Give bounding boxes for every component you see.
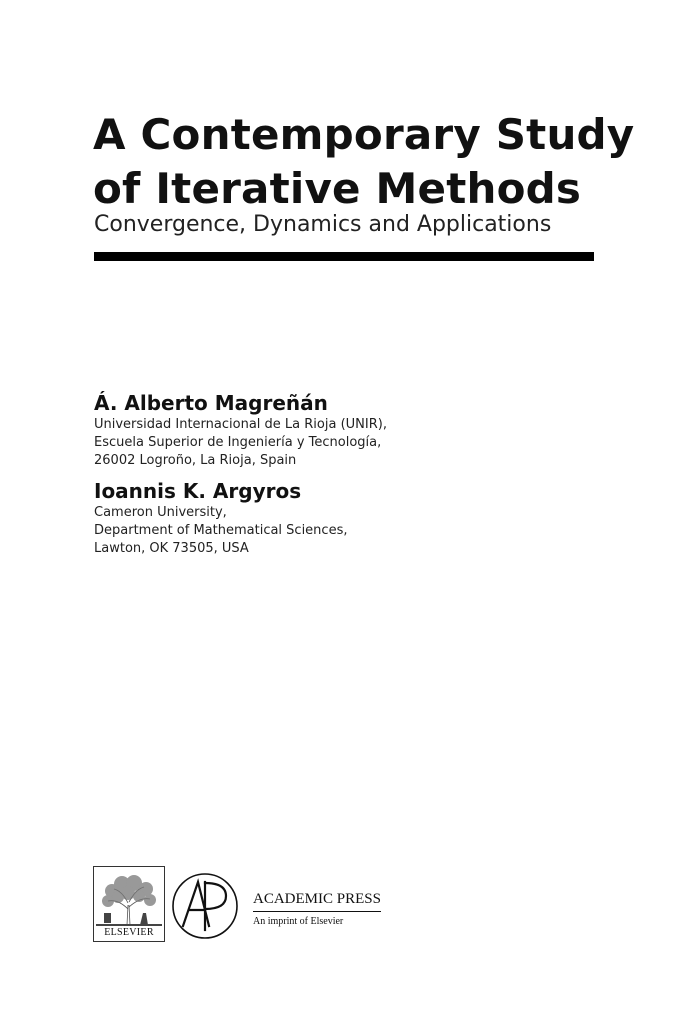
book-title <box>93 108 634 216</box>
affiliation-line: Cameron University, <box>94 505 227 520</box>
publisher-logos <box>93 866 393 946</box>
author-name: Á. Alberto Magreñán <box>94 391 328 415</box>
elsevier-logo <box>93 866 165 942</box>
affiliation-line: Department of Mathematical Sciences, <box>94 523 348 538</box>
book-title-line-1: A Contemporary Study <box>93 110 635 159</box>
author-block-1 <box>94 390 387 470</box>
affiliation-line: 26002 Logroño, La Rioja, Spain <box>94 453 297 468</box>
author-block-2 <box>94 478 347 558</box>
book-subtitle: Convergence, Dynamics and Applications <box>94 212 552 237</box>
affiliation-line: Universidad Internacional de La Rioja (UNIR), <box>94 417 387 432</box>
affiliation-line: Escuela Superior de Ingeniería y Tecnología, <box>94 435 382 450</box>
publisher-name: ACADEMIC PRESS <box>253 890 381 912</box>
elsevier-label: ELSEVIER <box>104 927 154 938</box>
affiliation-line: Lawton, OK 73505, USA <box>94 541 249 556</box>
academic-press-wordmark <box>253 890 381 930</box>
academic-press-ap-icon <box>171 872 239 940</box>
elsevier-tree-icon <box>94 869 164 929</box>
book-title-line-2: of Iterative Methods <box>93 164 582 213</box>
publisher-tagline: An imprint of Elsevier <box>253 916 344 927</box>
title-rule <box>94 252 594 261</box>
author-name: Ioannis K. Argyros <box>94 479 302 503</box>
